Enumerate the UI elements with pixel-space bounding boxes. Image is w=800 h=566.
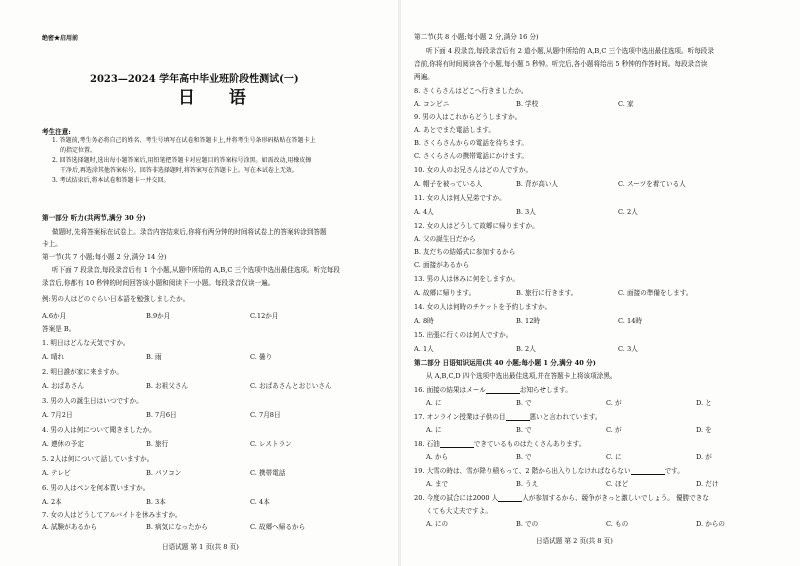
part1-desc: 卡上。 <box>42 240 62 248</box>
section1-heading: 第一节(共 7 小题;每小题 2 分,满分 14 分) <box>42 253 167 261</box>
option: C. 曇り <box>250 353 273 361</box>
option: C. 4本 <box>250 498 270 506</box>
example-answer: 答案是 B。 <box>42 325 76 333</box>
option: C. 14時 <box>618 317 642 325</box>
notice-line: 的指定位置。 <box>60 147 97 154</box>
part1-heading: 第一部分 听力(共两节,满分 30 分) <box>42 214 146 222</box>
question: 1. 明日はどんな天気ですか。 <box>42 339 130 347</box>
option: D. と <box>696 399 712 407</box>
option: C. おばあさんとおじいさん <box>250 382 332 390</box>
question-text: です。 <box>664 467 684 475</box>
option: C. 故郷へ帰るから <box>250 523 306 531</box>
option: B. で <box>516 453 532 461</box>
option: B. 背が高い人 <box>516 180 559 188</box>
option: A. から <box>426 453 449 461</box>
notice-line: 1. 答题前,考生务必将自己的姓名、考生号填写在试卷和答题卡上,并将考生号条形码粘贴在答题卡上 <box>52 137 316 144</box>
question-text: 16. 面接の結果はメール <box>414 386 486 394</box>
option: A. あとでまた電話します。 <box>414 126 495 134</box>
option: B. 2人 <box>516 345 536 353</box>
option: C. に <box>606 453 622 461</box>
question-text: できているものはたくさんあります。 <box>473 440 586 448</box>
option: B. 12時 <box>516 317 541 325</box>
option: C. レストラン <box>250 440 292 448</box>
part1-desc: 做题时,先将答案标在试卷上。录音内容结束后,你将有两分钟的时间将试卷上的答案转涂到答题 <box>52 228 327 236</box>
option: B. 雨 <box>146 353 162 361</box>
question-text: 18. 石油 <box>414 440 440 448</box>
question: 10. 女の人のお兄さんはどの人ですか。 <box>414 166 533 174</box>
option: A. まで <box>426 480 449 488</box>
option: B. パソコン <box>146 469 182 477</box>
option: B. さくらさんからの電話を待ちます。 <box>414 139 529 147</box>
option: A. 帽子を被っている人 <box>414 180 483 188</box>
part2-desc: 从 A,B,C,D 四个选项中选出最佳选项,并在答题卡上将该项涂黑。 <box>426 372 617 380</box>
question: 7. 女の人はどうしてアルバイトを休みますか。 <box>42 511 182 519</box>
option: D. だけ <box>696 480 719 488</box>
question: 6. 男の人はペンを何本買いますか。 <box>42 484 150 492</box>
option: A. コンビニ <box>414 100 450 108</box>
question: 3. 男の人の誕生日はいつですか。 <box>42 397 143 405</box>
question-text: お知らせします。 <box>519 386 572 394</box>
question-continued: くても大丈夫ですよ。 <box>426 507 492 515</box>
question-text: 17. オンライン授業は子供の目 <box>414 413 506 421</box>
option: D. からの <box>696 520 726 528</box>
option: C. 2人 <box>618 208 638 216</box>
option: B. で <box>516 399 532 407</box>
notice-line: 3. 考试结束后,将本试卷和答题卡一并交回。 <box>52 177 170 184</box>
question: 9. 男の人はこれからどうしますか。 <box>414 113 522 121</box>
question: 13. 男の人は休みに何をしますか。 <box>414 275 519 283</box>
option: C. 家 <box>618 100 634 108</box>
option: B. お祖父さん <box>146 382 189 390</box>
notice-line: 2. 回答选择题时,选出每小题答案后,用铅笔把答题卡对应题目的答案标号涂黑。如需改动,用橡皮擦 <box>52 157 312 164</box>
section1-desc: 听下面 7 段录音,每段录音后有 1 个小题,从题中所给的 A,B,C 三个选项中选出最佳选项。听完每段 <box>52 266 340 274</box>
option: B. 旅行 <box>146 440 169 448</box>
option: B. 3本 <box>146 498 166 506</box>
example-option: B.9か月 <box>146 312 171 320</box>
question: 14. 女の人は何時のチケットを予約しますか。 <box>414 303 552 311</box>
example-option: C.12か月 <box>250 312 279 320</box>
option: B. 旅行に行きます。 <box>516 289 578 297</box>
option: A. 4人 <box>414 208 434 216</box>
question: 8. さくらさんはどこへ行きましたか。 <box>414 87 528 95</box>
secret-mark: 绝密★启用前 <box>42 35 79 42</box>
section2-desc: 音前,你将有时间阅读各个小题,每小题 5 秒钟。听完后,各小题将给出 5 秒钟的作答时间。每段录音读 <box>414 60 708 68</box>
option: B. での <box>516 520 539 528</box>
option: C. 7月8日 <box>250 411 281 419</box>
option: D. が <box>696 453 712 461</box>
option: B. 友だちの結婚式に参加するから <box>414 248 516 256</box>
section1-desc: 录音后,你都有 10 秒钟的时间回答该小题和阅读下一小题。每段录音仅读一遍。 <box>42 279 275 287</box>
option: B. 学校 <box>516 100 539 108</box>
option: C. さくらさんの携帯電話にかけます。 <box>414 152 528 160</box>
option: B. 7月6日 <box>146 411 177 419</box>
question-text: 20. 今度の試合には2000 人 <box>414 494 499 502</box>
option: C. 面接の準備をします。 <box>618 289 693 297</box>
option: C. スーツを着ている人 <box>618 180 686 188</box>
example-question: 例:男の人はどのぐらい日本語を勉強しましたか。 <box>42 295 190 303</box>
notice-heading: 考生注意: <box>42 128 71 136</box>
option: C. が <box>606 399 622 407</box>
notice-line: 干净后,再选涂其他答案标号。回答非选择题时,将答案写在答题卡上。写在本试卷上无效。 <box>60 167 298 174</box>
question <box>414 386 572 394</box>
question: 5. 2人は何について話していますか。 <box>42 455 154 463</box>
question-text: 人が参加するから、競争がきっと激しいでしょう。 優勝できな <box>522 494 709 502</box>
question: 12. 女の人はどうして故郷に帰りますか。 <box>414 222 539 230</box>
option: C. 携帯電話 <box>250 469 286 477</box>
option: A. 連休の予定 <box>42 440 84 448</box>
option: A. に <box>426 426 442 434</box>
option: A. 8時 <box>414 317 434 325</box>
part2-heading: 第二部分 日语知识运用(共 40 小题;每小题 1 分,满分 40 分) <box>414 359 596 367</box>
question: 11. 女の人は何人兄弟ですか。 <box>414 194 506 202</box>
option: A. 故郷に帰ります。 <box>414 289 476 297</box>
question <box>414 467 684 475</box>
option: C. ほど <box>606 480 629 488</box>
question <box>414 494 709 502</box>
answer-blank <box>440 441 474 448</box>
section2-desc: 两遍。 <box>414 73 434 81</box>
section2-heading: 第二节(共 8 小题;每小题 2 分,满分 16 分) <box>414 33 539 41</box>
option: A. おばあさん <box>42 382 84 390</box>
option: C. もの <box>606 520 629 528</box>
page-2 <box>400 0 800 566</box>
example-option: A.6か月 <box>42 312 67 320</box>
option: A. に <box>426 399 442 407</box>
option: B. で <box>516 426 532 434</box>
option: C. 3人 <box>618 345 638 353</box>
option: C. が <box>606 426 622 434</box>
answer-blank <box>631 468 665 475</box>
answer-blank <box>506 414 530 421</box>
option: D. を <box>696 426 712 434</box>
option: B. 病気になったから <box>146 523 208 531</box>
question <box>414 413 602 421</box>
option: B. 3人 <box>516 208 536 216</box>
question: 15. 出張に行くのは何人ですか。 <box>414 331 513 339</box>
answer-blank <box>498 495 522 502</box>
section2-desc: 听下面 4 段录音,每段录音后有 2 道小题,从题中所给的 A,B,C 三个选项中选出最佳选项。听每段录 <box>426 47 714 55</box>
page-footer: 日语试题 第 2 页(共 8 页) <box>536 537 613 545</box>
option: A. にの <box>426 520 449 528</box>
option: C. 面接があるから <box>414 261 470 269</box>
exam-title: 2023—2024 学年高中毕业班阶段性测试(一) <box>90 74 299 85</box>
subject-title: 日 语 <box>178 88 260 108</box>
question <box>414 440 585 448</box>
option: A. 父の誕生日だから <box>414 235 476 243</box>
question: 2. 明日誰が家に来ますか。 <box>42 368 123 376</box>
option: A. 晴れ <box>42 353 65 361</box>
option: A. 7月2日 <box>42 411 73 419</box>
option: A. 2本 <box>42 498 62 506</box>
question: 4. 男の人は何について聞きましたか。 <box>42 426 156 434</box>
question-text: 悪いと言われています。 <box>529 413 602 421</box>
option: A. テレビ <box>42 469 71 477</box>
page-footer: 日语试题 第 1 页(共 8 页) <box>162 543 239 551</box>
answer-blank <box>486 387 520 394</box>
question-text: 19. 大雪の時は、雪が降り積もって、2 階から出入りしなければならない <box>414 467 631 475</box>
option: B. うえ <box>516 480 539 488</box>
option: A. 試験があるから <box>42 523 98 531</box>
option: A. 1人 <box>414 345 434 353</box>
